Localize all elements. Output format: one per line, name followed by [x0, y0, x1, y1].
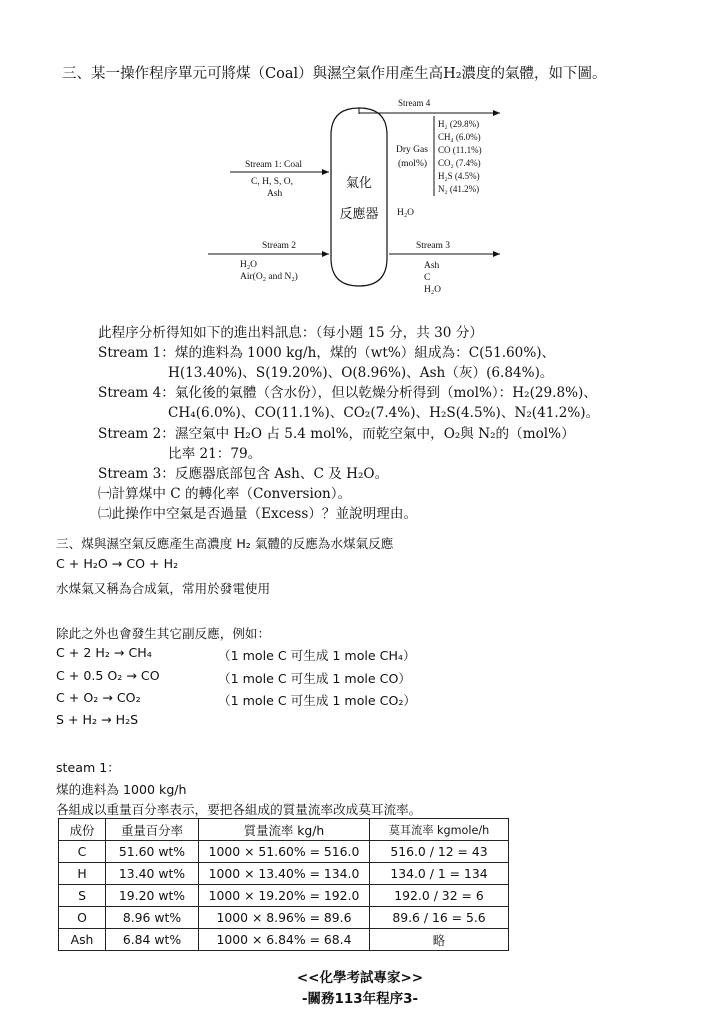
- table-cell: Ash: [59, 929, 106, 951]
- drygas-composition-item: H₂ (29.8%): [438, 119, 480, 129]
- coal-feed-text: 煤的進料為 1000 kg/h: [56, 782, 187, 797]
- stream2-info-line2: 比率 21：79。: [168, 446, 262, 462]
- stream2-info-line1: Stream 2：濕空氣中 H₂O 占 5.4 mol%，而乾空氣中，O₂與 N₂的（mol%）: [98, 426, 575, 442]
- side-reaction: C + O₂ → CO₂: [56, 690, 141, 705]
- table-header-row: [59, 819, 509, 841]
- stream3-label: Stream 3: [416, 241, 451, 251]
- table-row: [59, 841, 509, 863]
- steam-label: steam 1：: [56, 760, 120, 775]
- stream3-composition-line3: H₂O: [424, 285, 442, 295]
- drygas-composition-item: N₂ (41.2%): [438, 184, 480, 194]
- stream4-info-line2: CH₄(6.0%)、CO(11.1%)、CO₂(7.4%)、H₂S(4.5%)、N₂(41.2%)。: [168, 405, 600, 421]
- table-cell: 6.84 wt%: [106, 929, 199, 951]
- stream4-label: Stream 4: [398, 98, 431, 108]
- footer-brand: <<化學考試專家>>: [296, 970, 424, 986]
- side-reaction-note: （1 mole C 可生成 1 mole CO₂）: [218, 693, 417, 708]
- table-cell: 13.40 wt%: [106, 863, 199, 885]
- drygas-label-line1: Dry Gas: [396, 145, 428, 155]
- table-row: [59, 885, 509, 907]
- drygas-label-line2: (mol%): [398, 159, 428, 169]
- solution-heading: 三、煤與濕空氣反應產生高濃度 H₂ 氣體的反應為水煤氣反應: [56, 536, 394, 551]
- stream3-composition-line2: C: [424, 273, 431, 283]
- table-cell: 516.0 / 12 = 43: [370, 841, 509, 863]
- stream1-composition-line2: Ash: [267, 189, 283, 199]
- stream4-info-line1: Stream 4：氣化後的氣體（含水份），但以乾燥分析得到（mol%）：H₂(29.8%)、: [98, 385, 597, 401]
- table-cell: S: [59, 885, 106, 907]
- drygas-composition-item: H₂S (4.5%): [438, 171, 480, 181]
- table-header-cell: 重量百分率: [106, 819, 199, 841]
- stream3-composition-line1: Ash: [424, 261, 440, 271]
- stream3-info: Stream 3：反應器底部包含 Ash、C 及 H₂O。: [98, 466, 389, 482]
- stream1-info-line2: H(13.40%)、S(19.20%)、O(8.96%)、Ash（灰）(6.84%)。: [168, 365, 554, 381]
- stream1-label: Stream 1: Coal: [245, 160, 302, 170]
- reactor-vessel: [331, 108, 387, 286]
- drygas-composition-list: [438, 119, 482, 194]
- side-reaction-note: （1 mole C 可生成 1 mole CH₄）: [218, 648, 416, 663]
- molar-flow-table: [58, 818, 509, 951]
- table-cell: 1000 × 51.60% = 516.0: [199, 841, 370, 863]
- drygas-composition-item: CH₄ (6.0%): [438, 132, 481, 142]
- question-title: 三、某一操作程序單元可將煤（Coal）與濕空氣作用產生高H₂濃度的氣體，如下圖。: [62, 66, 607, 82]
- main-reaction: C + H₂O → CO + H₂: [56, 556, 179, 571]
- table-cell: 8.96 wt%: [106, 907, 199, 929]
- side-reaction: C + 0.5 O₂ → CO: [56, 668, 160, 683]
- side-reaction-note: （1 mole C 可生成 1 mole CO）: [218, 671, 411, 686]
- table-row: [59, 929, 509, 951]
- stream1-info-line1: Stream 1：煤的進料為 1000 kg/h，煤的（wt%）組成為：C(51.60%)、: [98, 345, 556, 361]
- table-cell: 1000 × 8.96% = 89.6: [199, 907, 370, 929]
- table-row: [59, 863, 509, 885]
- table-cell: O: [59, 907, 106, 929]
- convert-note: 各組成以重量百分率表示，要把各組成的質量流率改成莫耳流率。: [56, 802, 422, 817]
- table-cell: 略: [370, 929, 509, 951]
- side-reaction-intro: 除此之外也會發生其它副反應，例如：: [56, 626, 271, 641]
- process-flow-diagram: [0, 0, 720, 320]
- table-row: [59, 907, 509, 929]
- table-cell: H: [59, 863, 106, 885]
- table-cell: 134.0 / 1 = 134: [370, 863, 509, 885]
- water-label: H₂O: [397, 208, 415, 218]
- reactor-label-line1: 氣化: [345, 175, 373, 190]
- stream2-composition-line2: Air(O₂ and N₂): [240, 272, 298, 282]
- table-cell: 19.20 wt%: [106, 885, 199, 907]
- table-cell: C: [59, 841, 106, 863]
- reactor-label-line2: 反應器: [339, 206, 379, 221]
- drygas-composition-item: CO₂ (7.4%): [438, 158, 481, 168]
- footer-page-label: -關務113年程序3-: [301, 991, 419, 1007]
- stream2-composition-line1: H₂O: [240, 260, 258, 270]
- table-cell: 1000 × 19.20% = 192.0: [199, 885, 370, 907]
- side-reaction: C + 2 H₂ → CH₄: [56, 645, 152, 660]
- table-cell: 1000 × 6.84% = 68.4: [199, 929, 370, 951]
- drygas-composition-item: CO (11.1%): [438, 145, 482, 155]
- table-cell: 89.6 / 16 = 5.6: [370, 907, 509, 929]
- table-header-cell: 質量流率 kg/h: [199, 819, 370, 841]
- table-header-cell: 成份: [59, 819, 106, 841]
- syngas-note: 水煤氣又稱為合成氣，常用於發電使用: [56, 581, 271, 596]
- stream2-label: Stream 2: [262, 241, 297, 251]
- side-reaction: S + H₂ → H₂S: [56, 712, 139, 727]
- info-intro: 此程序分析得知如下的進出料訊息：（每小題 15 分，共 30 分）: [98, 325, 483, 341]
- stream1-composition-line1: C, H, S, O,: [251, 177, 293, 187]
- table-cell: 192.0 / 32 = 6: [370, 885, 509, 907]
- question-part2: ㈡此操作中空氣是否過量（Excess）？並說明理由。: [98, 506, 418, 522]
- table-cell: 1000 × 13.40% = 134.0: [199, 863, 370, 885]
- question-part1: ㈠計算煤中 C 的轉化率（Conversion）。: [98, 486, 352, 502]
- table-cell: 51.60 wt%: [106, 841, 199, 863]
- table-header-cell: 莫耳流率 kgmole/h: [370, 819, 509, 841]
